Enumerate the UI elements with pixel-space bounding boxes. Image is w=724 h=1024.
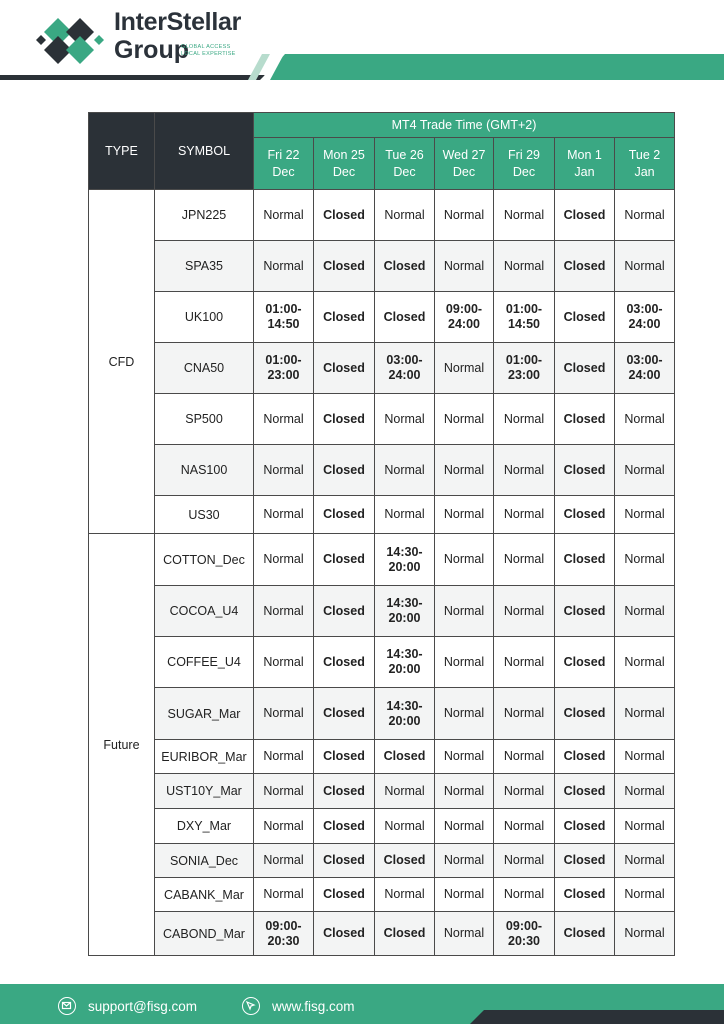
trade-time-cell: Normal bbox=[615, 774, 675, 809]
table-row bbox=[89, 688, 675, 740]
day-label: Tue 2 bbox=[628, 147, 661, 162]
table-row bbox=[89, 292, 675, 343]
trade-time-cell: Closed bbox=[555, 534, 615, 586]
table-row bbox=[89, 496, 675, 534]
trade-time-cell: Normal bbox=[435, 445, 494, 496]
trade-time-cell: Closed bbox=[314, 445, 375, 496]
trade-time-cell: Normal bbox=[254, 740, 314, 774]
trade-time-cell: Closed bbox=[555, 740, 615, 774]
table-row bbox=[89, 637, 675, 688]
symbol-cell: EURIBOR_Mar bbox=[155, 740, 254, 774]
symbol-cell: SP500 bbox=[155, 394, 254, 445]
brand-name: InterStellar bbox=[114, 8, 242, 36]
trade-time-cell: Normal bbox=[254, 878, 314, 912]
table-row bbox=[89, 241, 675, 292]
month-label: Dec bbox=[272, 164, 295, 179]
table-row bbox=[89, 343, 675, 394]
trade-time-cell: Normal bbox=[254, 496, 314, 534]
table-row bbox=[89, 774, 675, 809]
trade-time-cell: Closed bbox=[555, 809, 615, 844]
trade-time-cell: Normal bbox=[615, 394, 675, 445]
trade-time-cell: 03:00- 24:00 bbox=[615, 292, 675, 343]
trade-time-cell: Normal bbox=[435, 241, 494, 292]
trade-time-cell: Closed bbox=[555, 394, 615, 445]
symbol-cell: SPA35 bbox=[155, 241, 254, 292]
trade-time-cell: Normal bbox=[494, 774, 555, 809]
trade-time-cell: Normal bbox=[375, 190, 435, 241]
trade-time-cell: Normal bbox=[494, 844, 555, 878]
day-label: Fri 22 bbox=[267, 147, 300, 162]
trade-time-cell: Normal bbox=[494, 445, 555, 496]
mail-icon bbox=[58, 997, 76, 1015]
trade-time-cell: 14:30- 20:00 bbox=[375, 688, 435, 740]
trade-time-cell: 01:00- 14:50 bbox=[494, 292, 555, 343]
trade-time-cell: Closed bbox=[314, 878, 375, 912]
table-row bbox=[89, 844, 675, 878]
day-column-header bbox=[314, 138, 375, 190]
trade-time-cell: Closed bbox=[375, 241, 435, 292]
month-label: Dec bbox=[452, 164, 476, 179]
trade-time-cell: Normal bbox=[494, 190, 555, 241]
trade-time-cell: Closed bbox=[314, 740, 375, 774]
trade-time-cell: Normal bbox=[615, 190, 675, 241]
trade-time-header: MT4 Trade Time (GMT+2) bbox=[254, 113, 675, 138]
trade-time-cell: Normal bbox=[435, 343, 494, 394]
trade-time-cell: Normal bbox=[494, 809, 555, 844]
trade-time-cell: Normal bbox=[615, 241, 675, 292]
trade-time-cell: Normal bbox=[254, 445, 314, 496]
month-label: Dec bbox=[512, 164, 536, 179]
symbol-cell: US30 bbox=[155, 496, 254, 534]
trade-time-cell: Normal bbox=[615, 844, 675, 878]
trade-time-cell: Normal bbox=[254, 688, 314, 740]
trade-time-cell: Closed bbox=[555, 637, 615, 688]
trade-time-cell: Normal bbox=[494, 496, 555, 534]
trade-time-cell: Closed bbox=[555, 844, 615, 878]
page-header bbox=[0, 0, 724, 85]
trade-time-cell: Normal bbox=[615, 637, 675, 688]
trade-time-cell: Normal bbox=[375, 496, 435, 534]
trade-time-cell: Normal bbox=[615, 496, 675, 534]
trade-time-cell: Closed bbox=[375, 740, 435, 774]
trade-time-cell: Normal bbox=[435, 774, 494, 809]
trade-time-cell: Normal bbox=[254, 637, 314, 688]
trade-time-cell: Closed bbox=[314, 496, 375, 534]
tagline-line-1: GLOBAL ACCESS bbox=[181, 44, 231, 50]
table-row bbox=[89, 586, 675, 637]
trade-time-cell: Closed bbox=[314, 844, 375, 878]
trade-time-cell: Normal bbox=[435, 844, 494, 878]
trade-time-cell: Normal bbox=[494, 534, 555, 586]
day-column-header bbox=[435, 138, 494, 190]
trade-time-cell: Closed bbox=[375, 912, 435, 956]
trade-time-cell: Normal bbox=[435, 809, 494, 844]
type-column-header: TYPE bbox=[89, 113, 155, 190]
symbol-cell: NAS100 bbox=[155, 445, 254, 496]
trade-time-cell: Normal bbox=[435, 190, 494, 241]
trade-time-cell: Normal bbox=[615, 878, 675, 912]
trade-time-cell: 03:00- 24:00 bbox=[375, 343, 435, 394]
table-row bbox=[89, 190, 675, 241]
trade-time-cell: Closed bbox=[314, 292, 375, 343]
trade-time-cell: Closed bbox=[555, 774, 615, 809]
trade-time-cell: 14:30- 20:00 bbox=[375, 534, 435, 586]
trade-time-cell: Normal bbox=[254, 190, 314, 241]
website-link[interactable]: www.fisg.com bbox=[272, 999, 355, 1014]
table-row bbox=[89, 445, 675, 496]
trade-time-cell: Closed bbox=[314, 190, 375, 241]
symbol-cell: DXY_Mar bbox=[155, 809, 254, 844]
trade-time-cell: Normal bbox=[375, 774, 435, 809]
symbol-cell: COCOA_U4 bbox=[155, 586, 254, 637]
trade-time-cell: Normal bbox=[494, 394, 555, 445]
day-column-header bbox=[254, 138, 314, 190]
trade-time-cell: 14:30- 20:00 bbox=[375, 586, 435, 637]
trade-time-cell: Closed bbox=[375, 844, 435, 878]
trade-time-cell: Normal bbox=[375, 878, 435, 912]
trade-time-cell: Closed bbox=[314, 534, 375, 586]
symbol-cell: UK100 bbox=[155, 292, 254, 343]
trade-time-cell: Normal bbox=[435, 394, 494, 445]
trade-time-cell: Closed bbox=[314, 343, 375, 394]
symbol-cell: JPN225 bbox=[155, 190, 254, 241]
trade-time-cell: Closed bbox=[314, 637, 375, 688]
trade-time-cell: 09:00- 20:30 bbox=[494, 912, 555, 956]
trade-time-cell: 01:00- 23:00 bbox=[494, 343, 555, 394]
day-label: Tue 26 bbox=[385, 147, 424, 162]
trade-time-cell: Normal bbox=[375, 445, 435, 496]
month-label: Jan bbox=[574, 164, 595, 179]
trade-time-cell: Normal bbox=[375, 809, 435, 844]
symbol-cell: CABANK_Mar bbox=[155, 878, 254, 912]
trade-time-cell: Normal bbox=[615, 586, 675, 637]
tagline-line-2: LOCAL EXPERTISE bbox=[181, 51, 236, 57]
day-column-header bbox=[615, 138, 675, 190]
trade-time-cell: Closed bbox=[555, 878, 615, 912]
trade-time-cell: Normal bbox=[254, 586, 314, 637]
trade-time-cell: Normal bbox=[615, 740, 675, 774]
trade-time-cell: Closed bbox=[314, 912, 375, 956]
brand-group: Group bbox=[114, 36, 189, 64]
day-label: Mon 1 bbox=[567, 147, 602, 162]
trade-time-cell: 03:00- 24:00 bbox=[615, 343, 675, 394]
table-row bbox=[89, 878, 675, 912]
trade-time-cell: Closed bbox=[555, 445, 615, 496]
trade-time-cell: Closed bbox=[555, 292, 615, 343]
day-column-header bbox=[375, 138, 435, 190]
trade-time-cell: 01:00- 14:50 bbox=[254, 292, 314, 343]
trade-time-cell: Normal bbox=[615, 912, 675, 956]
trade-time-cell: Closed bbox=[314, 586, 375, 637]
day-column-header bbox=[555, 138, 615, 190]
trade-time-cell: Normal bbox=[494, 740, 555, 774]
table-row bbox=[89, 809, 675, 844]
trade-time-cell: Closed bbox=[555, 496, 615, 534]
trade-time-cell: Normal bbox=[254, 534, 314, 586]
support-email[interactable]: support@fisg.com bbox=[88, 999, 197, 1014]
trade-time-cell: Normal bbox=[494, 637, 555, 688]
cursor-icon bbox=[242, 997, 260, 1015]
trade-time-cell: Normal bbox=[615, 688, 675, 740]
trade-time-table bbox=[88, 112, 675, 956]
trade-time-cell: Normal bbox=[435, 534, 494, 586]
trade-time-cell: Normal bbox=[494, 241, 555, 292]
symbol-cell: UST10Y_Mar bbox=[155, 774, 254, 809]
trade-time-cell: Normal bbox=[435, 637, 494, 688]
trade-time-cell: Normal bbox=[435, 912, 494, 956]
trade-time-cell: Normal bbox=[435, 878, 494, 912]
trade-time-cell: Closed bbox=[314, 241, 375, 292]
trade-time-cell: Normal bbox=[254, 394, 314, 445]
trade-time-cell: Normal bbox=[615, 534, 675, 586]
day-column-header bbox=[494, 138, 555, 190]
trade-time-cell: Closed bbox=[555, 343, 615, 394]
symbol-cell: CNA50 bbox=[155, 343, 254, 394]
trade-time-cell: Normal bbox=[375, 394, 435, 445]
trade-time-cell: Normal bbox=[615, 809, 675, 844]
symbol-cell: SONIA_Dec bbox=[155, 844, 254, 878]
trade-time-cell: Normal bbox=[254, 844, 314, 878]
trade-time-cell: Normal bbox=[494, 878, 555, 912]
table-row bbox=[89, 394, 675, 445]
trade-time-cell: Normal bbox=[435, 688, 494, 740]
trade-time-cell: Normal bbox=[494, 688, 555, 740]
trade-time-cell: Normal bbox=[254, 774, 314, 809]
trade-time-cell: Normal bbox=[254, 241, 314, 292]
table-row bbox=[89, 912, 675, 956]
trade-time-cell: Normal bbox=[435, 740, 494, 774]
trade-time-cell: 14:30- 20:00 bbox=[375, 637, 435, 688]
symbol-column-header: SYMBOL bbox=[155, 113, 254, 190]
trade-time-cell: Closed bbox=[314, 774, 375, 809]
type-cell: Future bbox=[89, 534, 155, 956]
table-row bbox=[89, 740, 675, 774]
trade-time-cell: Closed bbox=[555, 688, 615, 740]
header-decor bbox=[0, 0, 724, 85]
table-row bbox=[89, 534, 675, 586]
trade-time-cell: Closed bbox=[555, 586, 615, 637]
trade-time-cell: Closed bbox=[314, 809, 375, 844]
trade-time-cell: 09:00- 20:30 bbox=[254, 912, 314, 956]
day-label: Fri 29 bbox=[508, 147, 540, 162]
symbol-cell: COTTON_Dec bbox=[155, 534, 254, 586]
month-label: Jan bbox=[634, 164, 655, 179]
trade-time-cell: Normal bbox=[435, 496, 494, 534]
symbol-cell: COFFEE_U4 bbox=[155, 637, 254, 688]
trade-time-cell: Normal bbox=[254, 809, 314, 844]
trade-time-cell: Normal bbox=[615, 445, 675, 496]
trade-time-cell: Closed bbox=[555, 190, 615, 241]
type-cell: CFD bbox=[89, 190, 155, 534]
day-label: Mon 25 bbox=[323, 147, 365, 162]
trade-time-cell: Normal bbox=[435, 586, 494, 637]
trade-time-cell: Closed bbox=[555, 241, 615, 292]
interstellar-logo-icon bbox=[36, 14, 104, 66]
trade-time-cell: 01:00- 23:00 bbox=[254, 343, 314, 394]
symbol-cell: SUGAR_Mar bbox=[155, 688, 254, 740]
trade-time-cell: Closed bbox=[314, 688, 375, 740]
brand-tagline bbox=[181, 44, 236, 58]
trade-time-cell: Closed bbox=[314, 394, 375, 445]
trade-time-cell: Normal bbox=[494, 586, 555, 637]
month-label: Dec bbox=[393, 164, 416, 179]
symbol-cell: CABOND_Mar bbox=[155, 912, 254, 956]
trade-time-cell: Closed bbox=[555, 912, 615, 956]
trade-time-cell: 09:00- 24:00 bbox=[435, 292, 494, 343]
month-label: Dec bbox=[332, 164, 356, 179]
trade-time-cell: Closed bbox=[375, 292, 435, 343]
day-label: Wed 27 bbox=[442, 147, 486, 162]
